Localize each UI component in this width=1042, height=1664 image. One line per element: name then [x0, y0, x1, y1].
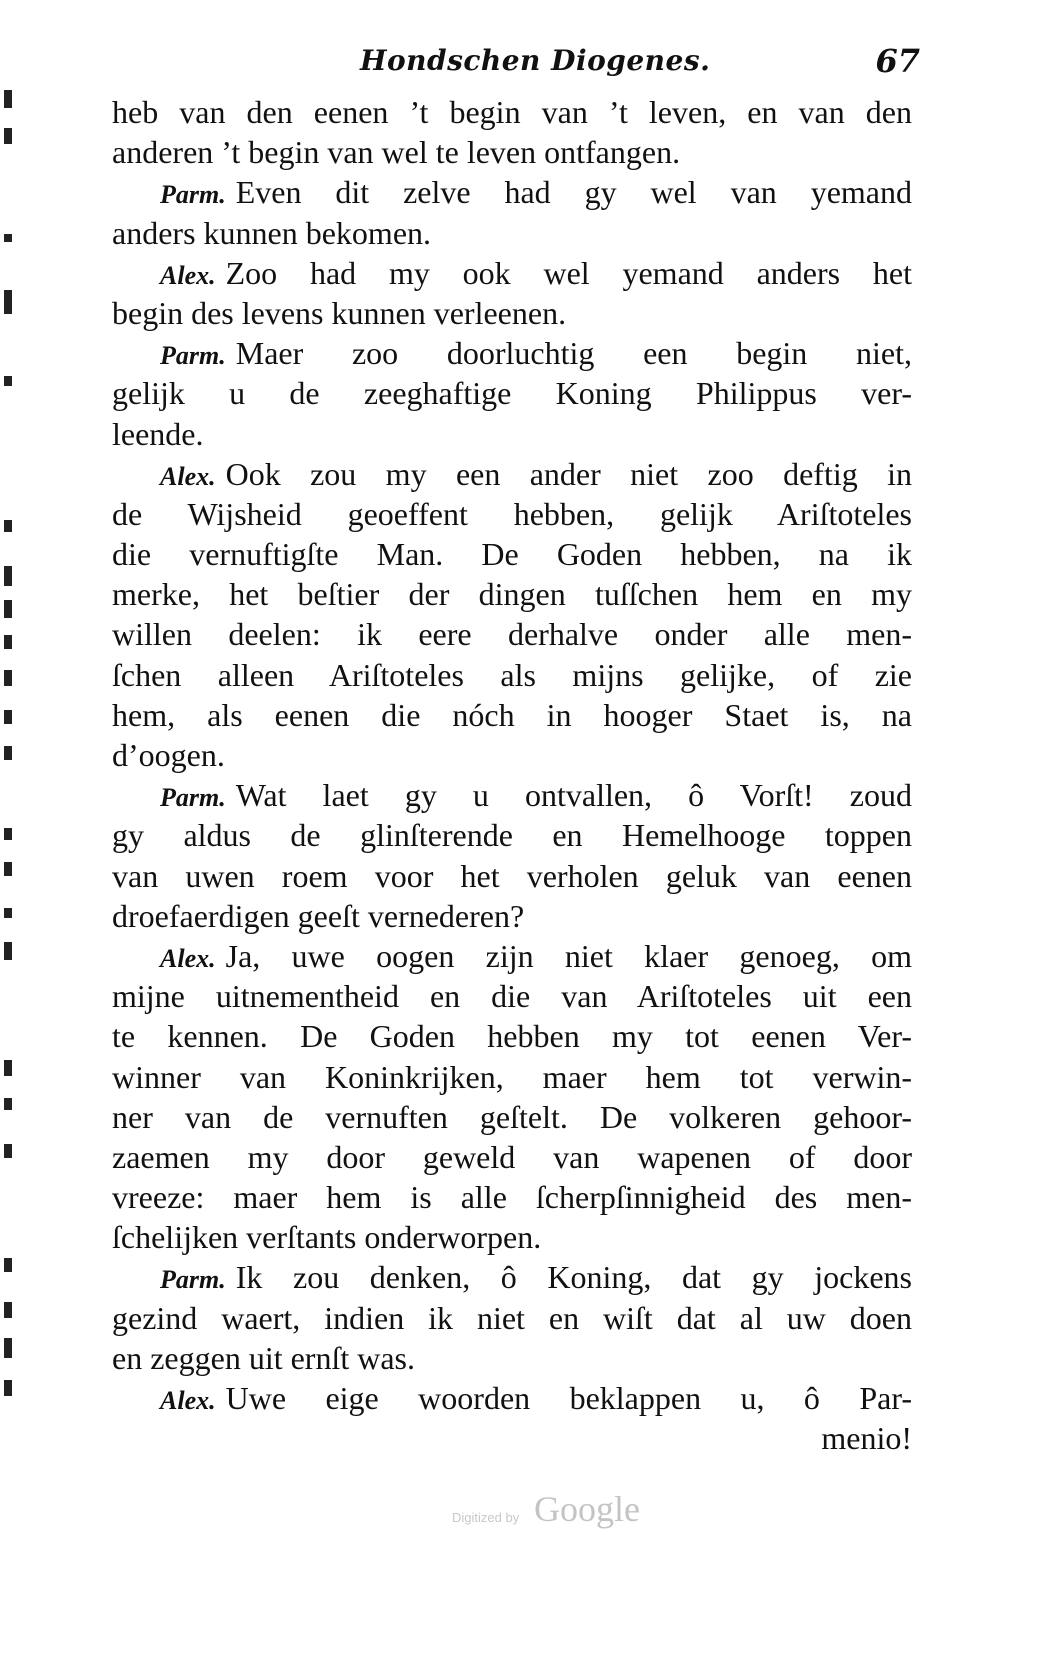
text-line	[112, 1298, 912, 1338]
speaker-name: Parm.	[160, 1265, 226, 1295]
text-line	[112, 213, 912, 253]
line-text: anders kunnen bekomen.	[112, 214, 432, 251]
text-line	[112, 815, 912, 855]
gutter-mark	[4, 90, 12, 108]
digitized-label: Digitized by	[452, 1510, 520, 1525]
gutter-mark	[4, 1098, 12, 1110]
speaker-name: Parm.	[160, 341, 226, 371]
gutter-mark	[4, 128, 12, 144]
gutter-mark	[4, 290, 12, 314]
page-header	[360, 44, 920, 92]
text-line	[112, 172, 912, 212]
text-line	[112, 614, 912, 654]
gutter-mark	[4, 1380, 12, 1396]
gutter-mark	[4, 234, 12, 242]
text-line	[112, 253, 912, 293]
speaker-name: Parm.	[160, 180, 226, 210]
line-text: te kennen. De Goden hebben my tot eenen Ver-	[112, 1018, 912, 1055]
line-text: ner van de vernuften geſtelt. De volkeren gehoor-	[112, 1098, 912, 1135]
speaker-name: Parm.	[160, 783, 226, 813]
line-text: en zeggen uit ernſt was.	[112, 1339, 415, 1376]
text-line	[112, 1217, 912, 1257]
line-text: anderen ’t begin van wel te leven ontfangen.	[112, 134, 681, 171]
line-text: mijne uitnementheid en die van Ariſtoteles uit een	[112, 978, 912, 1015]
line-text: winner van Koninkrijken, maer hem tot verwin-	[112, 1058, 912, 1095]
line-text: van uwen roem voor het verholen geluk van eenen	[112, 857, 912, 894]
text-line	[112, 856, 912, 896]
line-text: Ik zou denken, ô Koning, dat gy jockens	[235, 1259, 912, 1296]
line-text: Ja, uwe oogen zijn niet klaer genoeg, om	[225, 937, 912, 974]
gutter-mark	[4, 746, 12, 760]
line-text: de Wijsheid geoeffent hebben, gelijk Ariſtoteles	[112, 495, 912, 532]
gutter-mark	[4, 1060, 12, 1076]
speaker-name: Alex.	[160, 1386, 216, 1415]
line-text: d’oogen.	[112, 737, 225, 773]
line-text: leende.	[112, 415, 204, 452]
text-line	[112, 333, 912, 373]
line-text: ſchen alleen Ariſtoteles als mijns gelijke, of zie	[112, 656, 912, 693]
speaker-name: Alex.	[160, 260, 216, 290]
text-line	[112, 896, 912, 936]
line-text: zaemen my door geweld van wapenen of door	[112, 1138, 912, 1175]
line-text: gy aldus de glinſterende en Hemelhooge toppen	[112, 817, 912, 854]
text-line	[112, 494, 912, 534]
text-line	[112, 735, 912, 775]
text-line	[112, 373, 912, 413]
line-text: ſchelijken verſtants onderworpen.	[112, 1219, 542, 1256]
gutter-mark	[4, 862, 12, 876]
text-line	[112, 1097, 912, 1137]
gutter-mark	[4, 1144, 12, 1158]
line-text: hem, als eenen die nóch in hooger Staet is, na	[112, 696, 912, 733]
text-line	[112, 1338, 912, 1378]
text-line	[112, 574, 912, 614]
text-line	[112, 976, 912, 1016]
line-text: begin des levens kunnen verleenen.	[112, 294, 567, 331]
text-line	[112, 414, 912, 454]
text-line	[112, 534, 912, 574]
gutter-mark	[4, 635, 12, 649]
digitized-footer	[452, 1488, 692, 1538]
line-text: vreeze: maer hem is alle ſcherpſinnigheid des men-	[112, 1179, 912, 1216]
text-line	[112, 655, 912, 695]
line-text: merke, het beſtier der dingen tuſſchen hem en my	[112, 576, 912, 613]
gutter-mark	[4, 376, 12, 386]
text-line	[112, 695, 912, 735]
google-watermark: Google	[534, 1489, 640, 1529]
text-line	[112, 936, 912, 976]
gutter-mark	[4, 710, 12, 724]
line-text: droefaerdigen geeſt vernederen?	[112, 897, 525, 934]
gutter-mark	[4, 828, 12, 840]
final-line: menio!	[821, 1420, 912, 1457]
line-text: Even dit zelve had gy wel van yemand	[235, 174, 912, 211]
speaker-name: Alex.	[160, 461, 216, 491]
line-text: Ook zou my een ander niet zoo deftig in	[225, 455, 912, 492]
line-text: gezind waert, indien ik niet en wiſt dat al uw doen	[112, 1299, 912, 1336]
text-line	[112, 1378, 912, 1418]
running-title: Hondschen Diogenes.	[360, 44, 711, 77]
gutter-mark	[4, 1338, 12, 1358]
gutter-mark	[4, 1258, 12, 1272]
line-text: die vernuftigſte Man. De Goden hebben, na ik	[112, 536, 912, 573]
line-text: Uwe eige woorden beklappen u, ô Par-	[225, 1380, 912, 1416]
line-text: gelijk u de zeeghaftige Koning Philippus ver-	[112, 375, 912, 412]
text-line	[112, 775, 912, 815]
gutter-mark	[4, 600, 12, 618]
page-number: 67	[875, 42, 920, 80]
text-line	[112, 1016, 912, 1056]
line-text: Zoo had my ook wel yemand anders het	[225, 254, 912, 291]
body-text	[112, 92, 912, 1458]
line-text: heb van den eenen ’t begin van ’t leven, en van den	[112, 94, 912, 130]
facing-page-gutter	[0, 80, 20, 1420]
gutter-mark	[4, 670, 12, 686]
text-line	[112, 293, 912, 333]
line-text: Wat laet gy u ontvallen, ô Vorſt! zoud	[235, 777, 912, 814]
text-line	[112, 1057, 912, 1097]
line-text: Maer zoo doorluchtig een begin niet,	[235, 335, 912, 372]
gutter-mark	[4, 520, 12, 532]
gutter-mark	[4, 566, 12, 586]
text-line	[112, 1257, 912, 1297]
line-text: willen deelen: ik eere derhalve onder alle men-	[112, 616, 912, 653]
gutter-mark	[4, 942, 12, 960]
gutter-mark	[4, 1302, 12, 1318]
text-line	[112, 454, 912, 494]
gutter-mark	[4, 908, 12, 918]
text-line	[112, 1137, 912, 1177]
speaker-name: Alex.	[160, 943, 216, 973]
text-line	[112, 1177, 912, 1217]
text-line	[112, 132, 912, 172]
text-line	[112, 92, 912, 132]
